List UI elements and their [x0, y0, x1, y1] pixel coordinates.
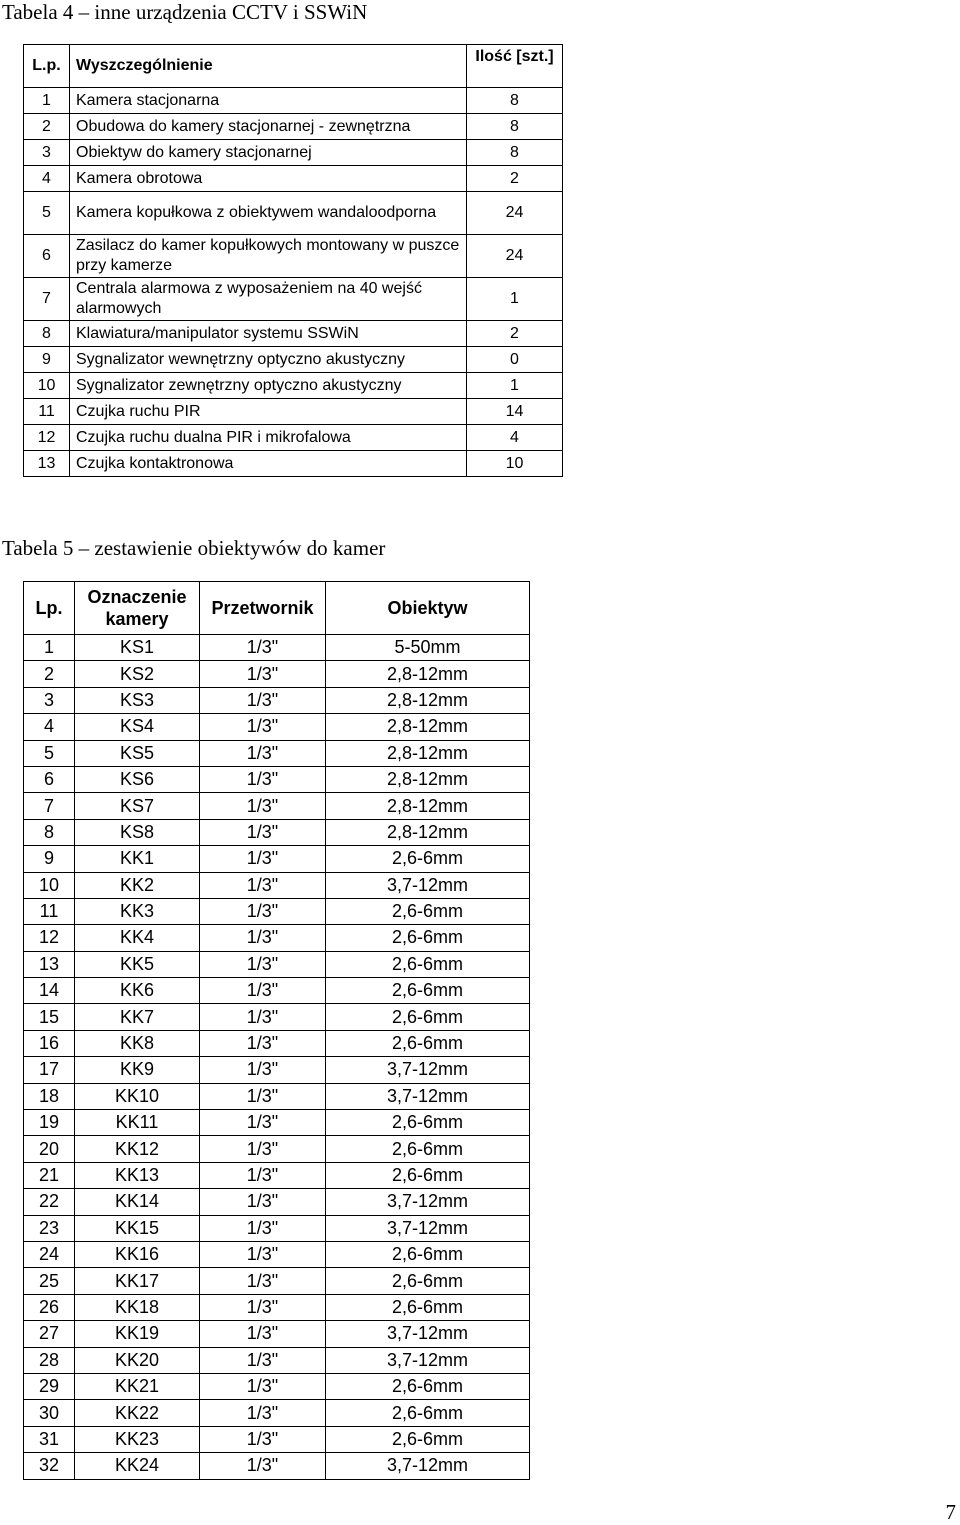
row-number: 1	[24, 635, 75, 661]
camera-id: KK7	[75, 1004, 200, 1030]
sensor-size: 1/3"	[200, 1030, 326, 1056]
table-row	[24, 88, 563, 114]
camera-id: KK17	[75, 1268, 200, 1294]
camera-id: KK20	[75, 1347, 200, 1373]
row-description: Czujka kontaktronowa	[70, 451, 467, 477]
row-quantity: 1	[467, 373, 563, 399]
row-number: 6	[24, 235, 70, 278]
row-quantity: 8	[467, 88, 563, 114]
table-row	[24, 399, 563, 425]
row-number: 14	[24, 978, 75, 1004]
row-number: 27	[24, 1321, 75, 1347]
table-row	[24, 978, 530, 1004]
camera-id: KK12	[75, 1136, 200, 1162]
header-camera-id: Oznaczenie kamery	[75, 582, 200, 635]
row-number: 7	[24, 793, 75, 819]
table4-caption: Tabela 4 – inne urządzenia CCTV i SSWiN	[2, 0, 368, 24]
table-row	[24, 166, 563, 192]
table-row	[24, 1426, 530, 1452]
table-row	[24, 1321, 530, 1347]
row-number: 2	[24, 661, 75, 687]
lens-range: 3,7-12mm	[326, 1347, 530, 1373]
table-row	[24, 898, 530, 924]
row-number: 4	[24, 166, 70, 192]
row-number: 20	[24, 1136, 75, 1162]
row-number: 9	[24, 846, 75, 872]
lens-range: 2,8-12mm	[326, 714, 530, 740]
cctv-devices-table	[23, 44, 563, 477]
lens-range: 2,6-6mm	[326, 1241, 530, 1267]
table-header-row	[24, 582, 530, 635]
lens-range: 3,7-12mm	[326, 1083, 530, 1109]
row-number: 25	[24, 1268, 75, 1294]
row-description: Sygnalizator zewnętrzny optyczno akustyczny	[70, 373, 467, 399]
row-description: Kamera kopułkowa z obiektywem wandaloodporna	[70, 192, 467, 235]
table-row	[24, 766, 530, 792]
row-number: 19	[24, 1110, 75, 1136]
sensor-size: 1/3"	[200, 872, 326, 898]
table-row	[24, 872, 530, 898]
table-row	[24, 1373, 530, 1399]
lens-range: 2,8-12mm	[326, 661, 530, 687]
table-row	[24, 714, 530, 740]
sensor-size: 1/3"	[200, 1004, 326, 1030]
table-row	[24, 1400, 530, 1426]
sensor-size: 1/3"	[200, 1426, 326, 1452]
camera-id: KK3	[75, 898, 200, 924]
row-number: 11	[24, 898, 75, 924]
row-number: 4	[24, 714, 75, 740]
row-description: Sygnalizator wewnętrzny optyczno akustyczny	[70, 347, 467, 373]
table-row	[24, 635, 530, 661]
lens-range: 3,7-12mm	[326, 1189, 530, 1215]
sensor-size: 1/3"	[200, 661, 326, 687]
table-row	[24, 347, 563, 373]
table-row	[24, 1347, 530, 1373]
table-row	[24, 819, 530, 845]
row-number: 7	[24, 278, 70, 321]
camera-id: KK4	[75, 925, 200, 951]
table-row	[24, 846, 530, 872]
lens-range: 3,7-12mm	[326, 1321, 530, 1347]
table-row	[24, 1057, 530, 1083]
table-row	[24, 373, 563, 399]
table-row	[24, 321, 563, 347]
sensor-size: 1/3"	[200, 978, 326, 1004]
sensor-size: 1/3"	[200, 1136, 326, 1162]
row-number: 2	[24, 114, 70, 140]
camera-id: KS3	[75, 687, 200, 713]
row-number: 8	[24, 321, 70, 347]
sensor-size: 1/3"	[200, 1110, 326, 1136]
camera-id: KK18	[75, 1294, 200, 1320]
table-row	[24, 687, 530, 713]
lens-range: 2,6-6mm	[326, 1162, 530, 1188]
lens-range: 2,6-6mm	[326, 1110, 530, 1136]
sensor-size: 1/3"	[200, 766, 326, 792]
camera-id: KK22	[75, 1400, 200, 1426]
row-description: Obudowa do kamery stacjonarnej - zewnętrzna	[70, 114, 467, 140]
header-quantity: Ilość [szt.]	[467, 45, 563, 88]
header-lens: Obiektyw	[326, 582, 530, 635]
sensor-size: 1/3"	[200, 1321, 326, 1347]
row-description: Czujka ruchu dualna PIR i mikrofalowa	[70, 425, 467, 451]
row-number: 32	[24, 1453, 75, 1479]
table-row	[24, 1136, 530, 1162]
lens-range: 3,7-12mm	[326, 1453, 530, 1479]
lens-range: 2,8-12mm	[326, 819, 530, 845]
row-number: 11	[24, 399, 70, 425]
page-number: 7	[945, 1500, 956, 1524]
table5-caption: Tabela 5 – zestawienie obiektywów do kamer	[2, 536, 386, 560]
row-number: 24	[24, 1241, 75, 1267]
camera-id: KS7	[75, 793, 200, 819]
sensor-size: 1/3"	[200, 1400, 326, 1426]
sensor-size: 1/3"	[200, 1373, 326, 1399]
sensor-size: 1/3"	[200, 687, 326, 713]
camera-id: KS2	[75, 661, 200, 687]
camera-id: KK14	[75, 1189, 200, 1215]
row-number: 8	[24, 819, 75, 845]
row-number: 31	[24, 1426, 75, 1452]
lens-range: 2,6-6mm	[326, 978, 530, 1004]
camera-lenses-table	[23, 581, 530, 1480]
row-number: 15	[24, 1004, 75, 1030]
row-number: 10	[24, 373, 70, 399]
camera-id: KS4	[75, 714, 200, 740]
sensor-size: 1/3"	[200, 1294, 326, 1320]
lens-range: 2,8-12mm	[326, 766, 530, 792]
row-number: 13	[24, 451, 70, 477]
camera-id: KK1	[75, 846, 200, 872]
sensor-size: 1/3"	[200, 793, 326, 819]
header-lp: Lp.	[24, 582, 75, 635]
row-number: 22	[24, 1189, 75, 1215]
row-quantity: 14	[467, 399, 563, 425]
table-header-row	[24, 45, 563, 88]
sensor-size: 1/3"	[200, 1268, 326, 1294]
sensor-size: 1/3"	[200, 898, 326, 924]
table-row	[24, 235, 563, 278]
sensor-size: 1/3"	[200, 1083, 326, 1109]
lens-range: 5-50mm	[326, 635, 530, 661]
camera-id: KK2	[75, 872, 200, 898]
table5-body	[24, 635, 530, 1480]
sensor-size: 1/3"	[200, 1162, 326, 1188]
row-quantity: 2	[467, 166, 563, 192]
row-number: 5	[24, 192, 70, 235]
row-number: 18	[24, 1083, 75, 1109]
table-row	[24, 1268, 530, 1294]
lens-range: 3,7-12mm	[326, 872, 530, 898]
row-description: Kamera obrotowa	[70, 166, 467, 192]
table-row	[24, 1453, 530, 1479]
lens-range: 2,6-6mm	[326, 951, 530, 977]
lens-range: 2,6-6mm	[326, 1294, 530, 1320]
row-quantity: 4	[467, 425, 563, 451]
camera-id: KS1	[75, 635, 200, 661]
row-number: 17	[24, 1057, 75, 1083]
sensor-size: 1/3"	[200, 1057, 326, 1083]
camera-id: KS8	[75, 819, 200, 845]
header-description: Wyszczególnienie	[70, 45, 467, 88]
row-quantity: 24	[467, 235, 563, 278]
lens-range: 2,6-6mm	[326, 846, 530, 872]
row-number: 9	[24, 347, 70, 373]
lens-range: 2,8-12mm	[326, 687, 530, 713]
table-row	[24, 951, 530, 977]
row-number: 12	[24, 425, 70, 451]
sensor-size: 1/3"	[200, 1453, 326, 1479]
camera-id: KK10	[75, 1083, 200, 1109]
row-description: Klawiatura/manipulator systemu SSWiN	[70, 321, 467, 347]
camera-id: KK9	[75, 1057, 200, 1083]
row-description: Centrala alarmowa z wyposażeniem na 40 wejść alarmowych	[70, 278, 467, 321]
row-number: 3	[24, 687, 75, 713]
table-row	[24, 140, 563, 166]
lens-range: 2,8-12mm	[326, 740, 530, 766]
row-number: 5	[24, 740, 75, 766]
row-number: 23	[24, 1215, 75, 1241]
lens-range: 3,7-12mm	[326, 1215, 530, 1241]
lens-range: 2,6-6mm	[326, 1426, 530, 1452]
camera-id: KK15	[75, 1215, 200, 1241]
row-description: Kamera stacjonarna	[70, 88, 467, 114]
row-number: 26	[24, 1294, 75, 1320]
row-number: 3	[24, 140, 70, 166]
camera-id: KS5	[75, 740, 200, 766]
table-row	[24, 740, 530, 766]
row-number: 21	[24, 1162, 75, 1188]
camera-id: KK5	[75, 951, 200, 977]
table-row	[24, 192, 563, 235]
sensor-size: 1/3"	[200, 714, 326, 740]
row-quantity: 0	[467, 347, 563, 373]
table-row	[24, 1030, 530, 1056]
camera-id: KK13	[75, 1162, 200, 1188]
row-quantity: 8	[467, 140, 563, 166]
table-row	[24, 278, 563, 321]
camera-id: KK8	[75, 1030, 200, 1056]
row-description: Czujka ruchu PIR	[70, 399, 467, 425]
lens-range: 3,7-12mm	[326, 1057, 530, 1083]
camera-id: KK24	[75, 1453, 200, 1479]
lens-range: 2,6-6mm	[326, 1136, 530, 1162]
lens-range: 2,6-6mm	[326, 925, 530, 951]
camera-id: KK23	[75, 1426, 200, 1452]
row-description: Obiektyw do kamery stacjonarnej	[70, 140, 467, 166]
table-row	[24, 114, 563, 140]
table-row	[24, 1004, 530, 1030]
row-quantity: 1	[467, 278, 563, 321]
row-number: 12	[24, 925, 75, 951]
lens-range: 2,6-6mm	[326, 1373, 530, 1399]
sensor-size: 1/3"	[200, 819, 326, 845]
lens-range: 2,8-12mm	[326, 793, 530, 819]
row-number: 1	[24, 88, 70, 114]
row-quantity: 2	[467, 321, 563, 347]
lens-range: 2,6-6mm	[326, 1400, 530, 1426]
camera-id: KK19	[75, 1321, 200, 1347]
sensor-size: 1/3"	[200, 1347, 326, 1373]
row-number: 10	[24, 872, 75, 898]
row-quantity: 24	[467, 192, 563, 235]
row-number: 16	[24, 1030, 75, 1056]
row-quantity: 10	[467, 451, 563, 477]
table-row	[24, 661, 530, 687]
sensor-size: 1/3"	[200, 1215, 326, 1241]
camera-id: KK6	[75, 978, 200, 1004]
row-quantity: 8	[467, 114, 563, 140]
lens-range: 2,6-6mm	[326, 1030, 530, 1056]
sensor-size: 1/3"	[200, 740, 326, 766]
table-row	[24, 425, 563, 451]
sensor-size: 1/3"	[200, 925, 326, 951]
lens-range: 2,6-6mm	[326, 1004, 530, 1030]
table-row	[24, 1110, 530, 1136]
row-number: 13	[24, 951, 75, 977]
lens-range: 2,6-6mm	[326, 898, 530, 924]
sensor-size: 1/3"	[200, 1189, 326, 1215]
sensor-size: 1/3"	[200, 1241, 326, 1267]
table-row	[24, 1294, 530, 1320]
row-number: 30	[24, 1400, 75, 1426]
lens-range: 2,6-6mm	[326, 1268, 530, 1294]
table-row	[24, 1189, 530, 1215]
table-row	[24, 793, 530, 819]
camera-id: KK11	[75, 1110, 200, 1136]
sensor-size: 1/3"	[200, 846, 326, 872]
table4-body	[24, 88, 563, 477]
header-sensor: Przetwornik	[200, 582, 326, 635]
table-row	[24, 1083, 530, 1109]
camera-id: KK16	[75, 1241, 200, 1267]
camera-id: KS6	[75, 766, 200, 792]
row-description: Zasilacz do kamer kopułkowych montowany w puszce przy kamerze	[70, 235, 467, 278]
row-number: 6	[24, 766, 75, 792]
camera-id: KK21	[75, 1373, 200, 1399]
table-row	[24, 925, 530, 951]
table-row	[24, 451, 563, 477]
header-lp: L.p.	[24, 45, 70, 88]
sensor-size: 1/3"	[200, 951, 326, 977]
table-row	[24, 1241, 530, 1267]
table-row	[24, 1215, 530, 1241]
row-number: 28	[24, 1347, 75, 1373]
table-row	[24, 1162, 530, 1188]
sensor-size: 1/3"	[200, 635, 326, 661]
row-number: 29	[24, 1373, 75, 1399]
